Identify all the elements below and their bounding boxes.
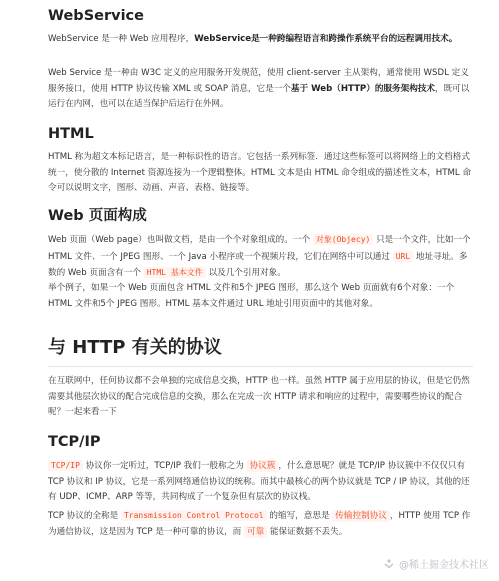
text: TCP 协议的全称是 <box>48 511 119 521</box>
text: Web 页面（Web page）也叫做文档，是由一个个对象组成的。一个 <box>48 235 311 245</box>
text: ，什么意思呢？就是 TCP/IP 协议簇中不仅仅只有 TCP 协议和 IP 协议，它是一系列网络通信协议的统称。而其中最核心的两个协议就是 TCP / IP 协议，其他的还有 UDP、ICMP、ARP 等等，共同构成了一个复杂但有层次的协议栈。 <box>48 461 470 502</box>
highlight: 传输控制协议 <box>332 510 390 522</box>
section-title-tcpip: TCP/IP <box>48 434 101 450</box>
inline-code: Transmission Control Protocol <box>121 510 267 521</box>
inline-code: 对象(Objecy) <box>313 234 374 245</box>
paragraph: 在互联网中，任何协议都不会单独的完成信息交换，HTTP 也一样。虽然 HTTP 属于应用层的协议，但是它仍然需要其他层次协议的配合完成信息的交换，那么在完成一次 HTTP 请求和响应的过程中，需要哪些协议的配合呢？一起来看一下 <box>48 376 470 417</box>
text: 地址寻址。多数的 Web 页面含有一个 <box>48 251 468 278</box>
watermark <box>383 556 489 571</box>
text: 以及几个引用对象。 <box>208 268 286 278</box>
paragraph <box>48 458 473 506</box>
section-title-http-protocols: 与 HTTP 有关的协议 <box>48 337 222 358</box>
highlight: 协议簇 <box>247 460 279 472</box>
paragraph: HTML 称为超文本标记语言，是一种标识性的语言。它包括一系列标签．通过这些标签可以将网络上的文档格式统一，使分散的 Internet 资源连接为一个逻辑整体。HTML 文本是由 HTML 命令组成的描述性文本，HTML 命令可以说明文字，图形、动画、声音、表格、链接等。 <box>48 152 472 193</box>
section-title-webservice: WebService <box>48 8 144 24</box>
paragraph <box>48 508 473 540</box>
text: Web Service 是一种由 W3C 定义的应用服务开发规范，使用 client-server 主从架构，通常使用 WSDL 定义服务接口，使用 HTTP 协议传输 XML 或 SOAP 消息，它是一个 <box>48 68 469 94</box>
text: ，既可以运行在内网，也可以在适当保护后运行在外网。 <box>48 83 470 109</box>
watermark-text: @稀土掘金技术社区 <box>399 560 489 571</box>
text: WebService 是一种 Web 应用程序， <box>48 34 195 44</box>
paragraph <box>48 32 473 48</box>
section-title-web-page: Web 页面构成 <box>48 208 147 224</box>
juejin-logo-icon <box>383 558 395 570</box>
text: ，HTTP 使用 TCP 作为通信协议，这是因为 TCP 是一种可靠的协议，而 <box>48 511 471 537</box>
bold-text: WebService是一种跨编程语言和跨操作系统平台的远程调用技术。 <box>194 34 458 44</box>
paragraph <box>48 66 473 113</box>
text: 只是一个文件，比如一个 HTML 文件、一个 JPEG 图形、一个 Java 小程序或一个视频片段，它们在网络中可以通过 <box>48 235 471 262</box>
text: 的缩写，意思是 <box>269 511 330 521</box>
inline-code: URL <box>393 251 413 262</box>
bold-text: 基于 Web（HTTP）的服务架构技术 <box>290 83 435 94</box>
text: 协议你一定听过，TCP/IP 我们一般称之为 <box>85 461 244 471</box>
highlight: 可靠 <box>244 526 267 538</box>
inline-code: HTML 基本文件 <box>144 267 206 278</box>
divider <box>48 366 473 367</box>
section-title-html: HTML <box>48 126 94 142</box>
paragraph: 举个例子，如果一个 Web 页面包含 HTML 文件和5个 JPEG 图形，那么这个 Web 页面就有6个对象：一个 HTML 文件和5个 JPEG 图形。HTML 基本文件通过 URL 地址引用页面中的其他对象。 <box>48 283 455 309</box>
inline-code: TCP/IP <box>48 460 83 471</box>
paragraph <box>48 232 473 282</box>
text: 能保证数据不丢失。 <box>269 526 348 537</box>
